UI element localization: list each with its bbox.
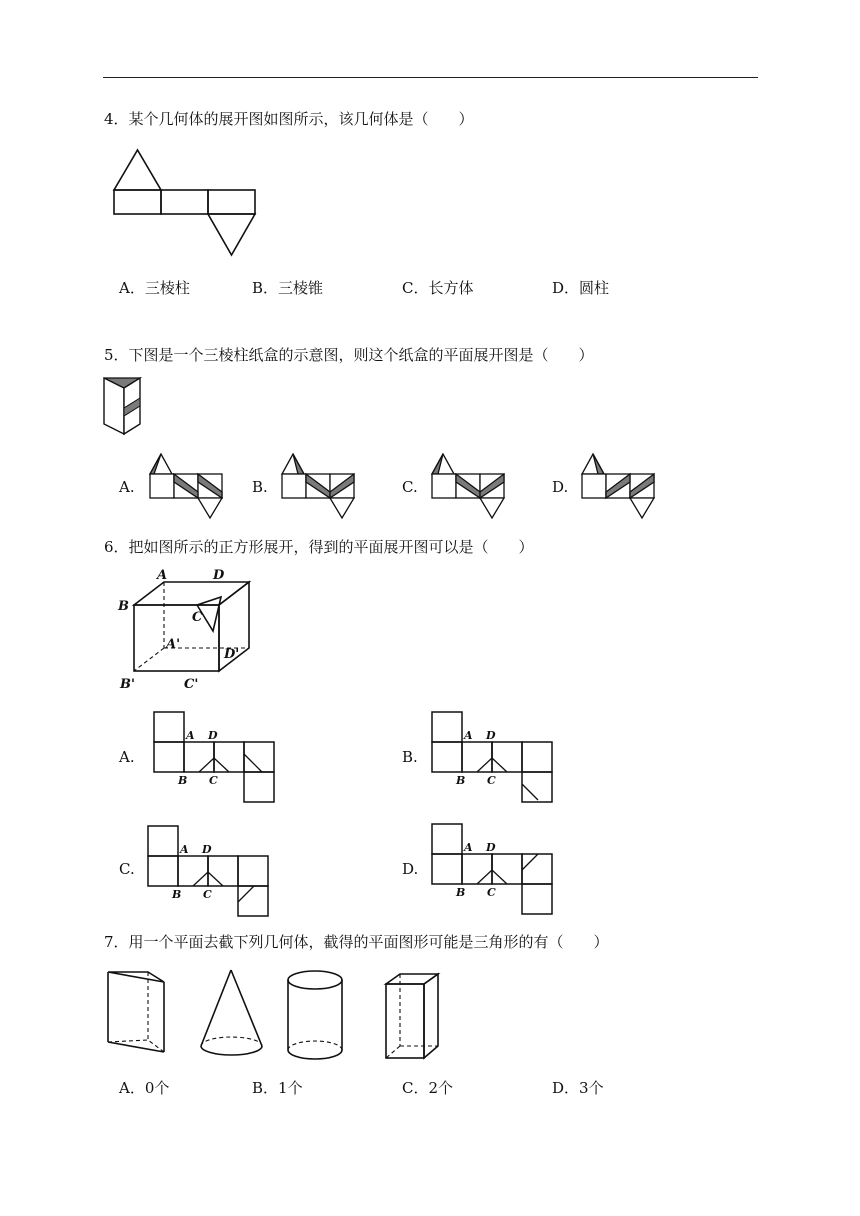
netB-label-c: C xyxy=(487,774,496,787)
q7-option-b[interactable]: B．1个 xyxy=(252,1079,303,1097)
q7-cuboid xyxy=(380,966,446,1064)
q5-option-d-label[interactable]: D. xyxy=(552,478,569,496)
header-rule xyxy=(103,77,758,78)
q4-net-figure xyxy=(100,145,270,263)
cube-label-b1: B' xyxy=(120,677,135,692)
cube-label-a1: A' xyxy=(166,637,181,652)
q5-option-b-label[interactable]: B. xyxy=(252,478,268,496)
netA-label-d: D xyxy=(208,729,218,742)
q6-option-a-label[interactable]: A. xyxy=(119,748,135,766)
netA-label-b: B xyxy=(178,774,188,787)
q5-option-a-net[interactable] xyxy=(148,452,226,522)
netA-label-c: C xyxy=(209,774,218,787)
q6-option-a-net[interactable] xyxy=(150,708,280,804)
netC-label-c: C xyxy=(203,888,212,901)
netB-label-d: D xyxy=(486,729,496,742)
netB-label-a: A xyxy=(464,729,473,742)
q5-prism-figure xyxy=(100,374,148,438)
netD-label-d: D xyxy=(486,841,496,854)
cube-label-a: A xyxy=(157,568,168,583)
netC-label-d: D xyxy=(202,843,212,856)
netA-label-a: A xyxy=(186,729,195,742)
netD-label-b: B xyxy=(456,886,466,899)
q5-option-d-net[interactable] xyxy=(580,452,658,522)
netB-label-b: B xyxy=(456,774,466,787)
q5-option-c-net[interactable] xyxy=(430,452,508,522)
q4-face-3 xyxy=(208,190,255,214)
q7-option-a[interactable]: A．0个 xyxy=(119,1079,170,1097)
q6-option-c-net[interactable] xyxy=(144,822,274,918)
q6-option-c-label[interactable]: C. xyxy=(119,860,135,878)
q7-stem: 7．用一个平面去截下列几何体，截得的平面图形可能是三角形的有（ ） xyxy=(104,933,609,951)
q6-cube-figure xyxy=(112,568,252,692)
q6-option-d-net[interactable] xyxy=(428,820,558,916)
netD-label-a: A xyxy=(464,841,473,854)
netC-label-a: A xyxy=(180,843,189,856)
q4-option-a[interactable]: A．三棱柱 xyxy=(119,279,190,297)
q4-option-c[interactable]: C．长方体 xyxy=(402,279,474,297)
cube-label-d: D xyxy=(213,568,225,583)
q4-stem: 4．某个几何体的展开图如图所示，该几何体是（ ） xyxy=(104,110,474,128)
q5-option-a-label[interactable]: A. xyxy=(119,478,135,496)
q4-option-b[interactable]: B．三棱锥 xyxy=(252,279,324,297)
cube-label-c: C xyxy=(192,610,203,625)
q6-stem: 6．把如图所示的正方形展开，得到的平面展开图可以是（ ） xyxy=(104,538,534,556)
cube-label-c1: C' xyxy=(184,677,199,692)
q4-top-triangle xyxy=(114,150,161,190)
q7-option-d[interactable]: D．3个 xyxy=(552,1079,604,1097)
q7-cylinder xyxy=(284,966,348,1064)
q5-stem: 5．下图是一个三棱柱纸盒的示意图，则这个纸盒的平面展开图是（ ） xyxy=(104,346,594,364)
cube-label-d1: D' xyxy=(224,647,240,662)
q6-option-d-label[interactable]: D. xyxy=(402,860,419,878)
q7-triangular-prism xyxy=(104,966,170,1062)
q4-face-1 xyxy=(114,190,161,214)
q7-cone xyxy=(196,966,268,1062)
q6-option-b-label[interactable]: B. xyxy=(402,748,418,766)
q4-bottom-triangle xyxy=(208,214,255,255)
netC-label-b: B xyxy=(172,888,182,901)
q7-option-c[interactable]: C．2个 xyxy=(402,1079,454,1097)
netD-label-c: C xyxy=(487,886,496,899)
q6-option-b-net[interactable] xyxy=(428,708,558,804)
cube-label-b: B xyxy=(118,599,129,614)
q5-option-c-label[interactable]: C. xyxy=(402,478,418,496)
q4-option-d[interactable]: D．圆柱 xyxy=(552,279,610,297)
q4-face-2 xyxy=(161,190,208,214)
q5-option-b-net[interactable] xyxy=(280,452,358,522)
